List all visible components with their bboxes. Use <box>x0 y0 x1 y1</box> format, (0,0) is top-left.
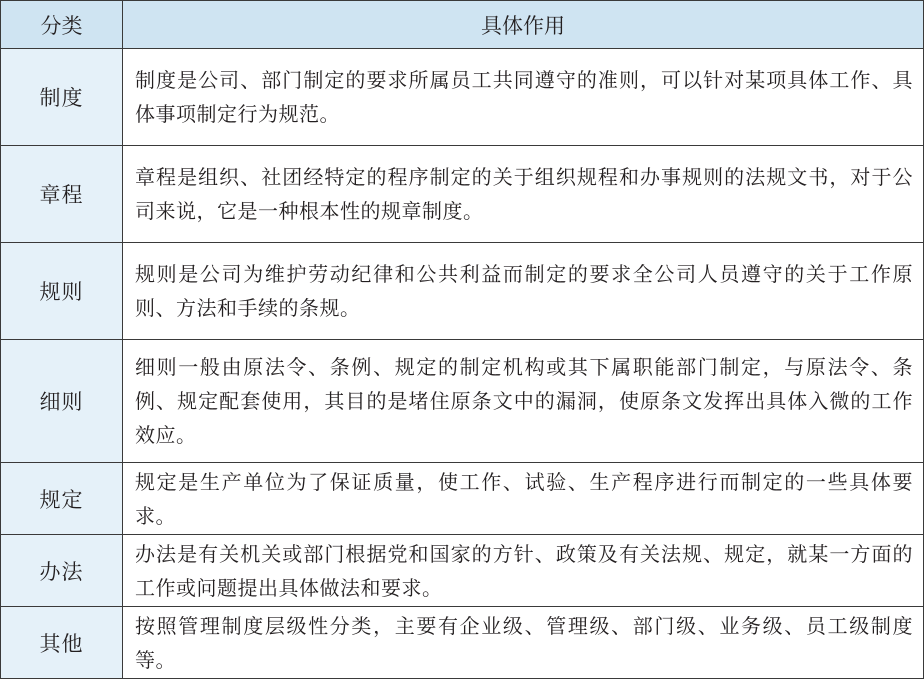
row-description: 章程是组织、社团经特定的程序制定的关于组织规程和办事规则的法规文书，对于公司来说，它是一种根本性的规章制度。 <box>123 146 924 243</box>
row-description: 细则一般由原法令、条例、规定的制定机构或其下属职能部门制定，与原法令、条例、规定配套使用，其目的是堵住原条文中的漏洞，使原条文发挥出具体入微的工作效应。 <box>123 340 924 463</box>
header-category: 分类 <box>1 1 123 49</box>
table-row <box>1 463 924 535</box>
row-description: 规定是生产单位为了保证质量，使工作、试验、生产程序进行而制定的一些具体要求。 <box>123 463 924 535</box>
header-function: 具体作用 <box>123 1 924 49</box>
table-row <box>1 49 924 146</box>
row-category: 其他 <box>1 607 123 679</box>
row-description: 规则是公司为维护劳动纪律和公共利益而制定的要求全公司人员遵守的关于工作原则、方法和手续的条规。 <box>123 243 924 340</box>
row-category: 规定 <box>1 463 123 535</box>
row-category: 规则 <box>1 243 123 340</box>
row-category: 章程 <box>1 146 123 243</box>
row-category: 制度 <box>1 49 123 146</box>
table-row <box>1 340 924 463</box>
table-row <box>1 146 924 243</box>
table-row <box>1 535 924 607</box>
row-category: 细则 <box>1 340 123 463</box>
row-category: 办法 <box>1 535 123 607</box>
row-description: 按照管理制度层级性分类，主要有企业级、管理级、部门级、业务级、员工级制度等。 <box>123 607 924 679</box>
table-row <box>1 607 924 679</box>
row-description: 制度是公司、部门制定的要求所属员工共同遵守的准则，可以针对某项具体工作、具体事项制定行为规范。 <box>123 49 924 146</box>
row-description: 办法是有关机关或部门根据党和国家的方针、政策及有关法规、规定，就某一方面的工作或问题提出具体做法和要求。 <box>123 535 924 607</box>
table-header-row <box>1 1 924 49</box>
table-row <box>1 243 924 340</box>
